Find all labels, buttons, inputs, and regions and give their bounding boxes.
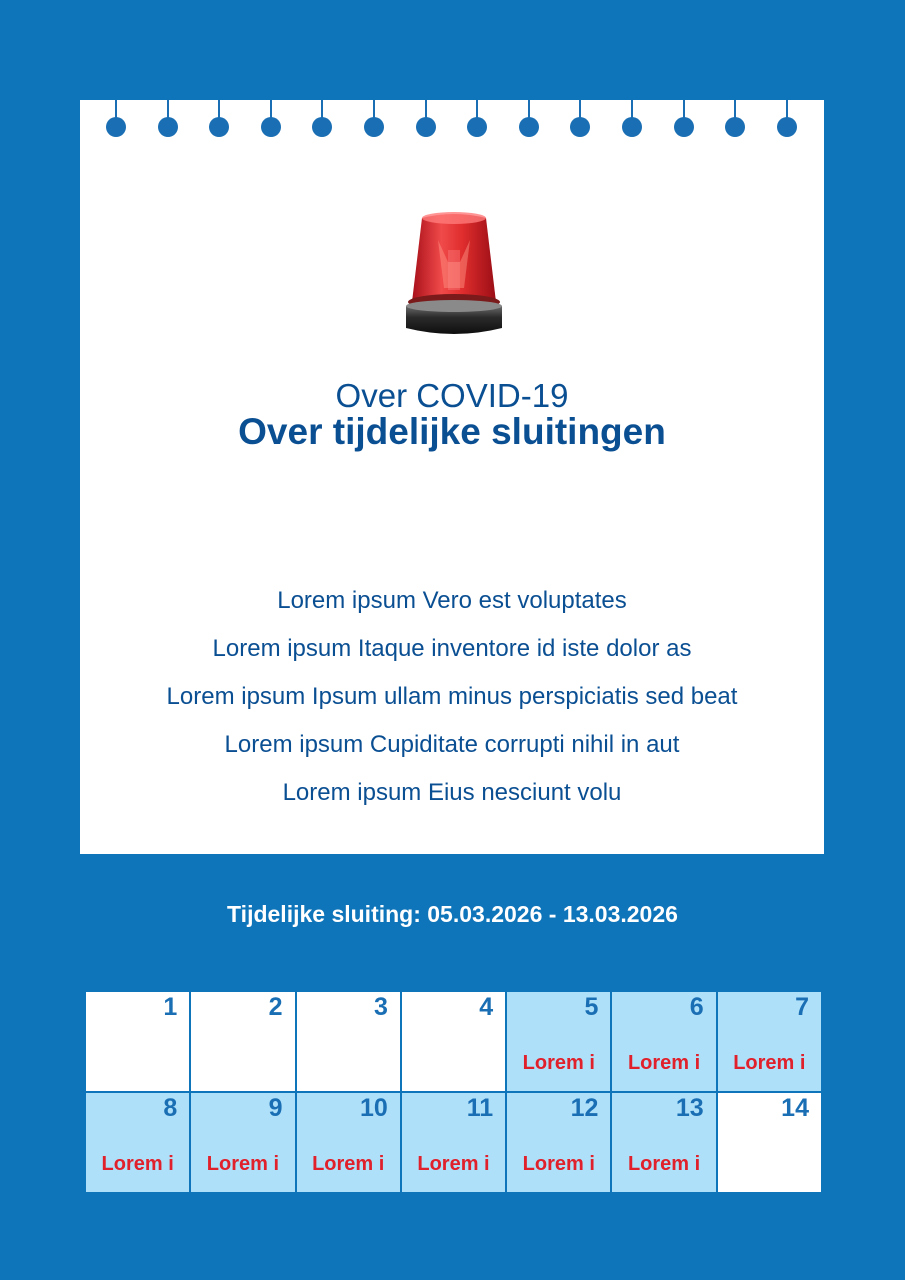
calendar-day xyxy=(612,1093,715,1192)
binder-ring xyxy=(725,100,745,138)
calendar-grid xyxy=(86,992,821,1192)
day-number: 14 xyxy=(781,1094,809,1122)
calendar-day xyxy=(86,1093,189,1192)
day-number: 7 xyxy=(795,993,809,1021)
info-line: Lorem ipsum Cupiditate corrupti nihil in aut xyxy=(224,731,680,758)
day-number: 3 xyxy=(373,993,388,1021)
calendar-day xyxy=(191,992,294,1091)
day-number: 13 xyxy=(675,1094,704,1122)
info-lines xyxy=(80,582,824,822)
day-label: Lorem i xyxy=(206,1153,280,1175)
binder-ring xyxy=(312,100,332,138)
binder-ring xyxy=(519,100,539,138)
day-number: 6 xyxy=(689,993,704,1021)
binder-ring xyxy=(261,100,281,138)
calendar-day xyxy=(507,992,610,1091)
binder-ring xyxy=(570,100,590,138)
day-number: 11 xyxy=(466,1094,494,1122)
closure-period-text: Tijdelijke sluiting: 05.03.2026 - 13.03.2026 xyxy=(227,901,678,927)
day-label: Lorem i xyxy=(101,1153,174,1175)
day-label: Lorem i xyxy=(627,1153,701,1175)
binder-ring xyxy=(106,100,126,138)
calendar-day xyxy=(612,992,715,1091)
calendar-day xyxy=(718,992,821,1091)
binder-ring xyxy=(364,100,384,138)
day-number: 10 xyxy=(360,1094,388,1122)
day-label: Lorem i xyxy=(417,1153,490,1175)
binder-ring xyxy=(158,100,178,138)
day-label: Lorem i xyxy=(733,1052,806,1074)
day-label: Lorem i xyxy=(627,1052,701,1074)
calendar-day xyxy=(507,1093,610,1192)
day-number: 9 xyxy=(268,1094,283,1122)
calendar-day xyxy=(191,1093,294,1192)
info-line: Lorem ipsum Itaque inventore id iste dolor as xyxy=(212,635,692,662)
day-label: Lorem i xyxy=(522,1153,595,1175)
calendar-day xyxy=(297,992,400,1091)
binder-ring xyxy=(674,100,694,138)
calendar-day xyxy=(86,992,189,1091)
page-subtitle: Over COVID-19 xyxy=(335,377,569,414)
day-number: 12 xyxy=(570,1094,599,1122)
day-number: 1 xyxy=(163,993,178,1021)
binder-ring xyxy=(622,100,642,138)
day-label: Lorem i xyxy=(522,1052,595,1074)
binder-ring xyxy=(209,100,229,138)
day-number: 5 xyxy=(584,993,599,1021)
calendar-day xyxy=(402,992,505,1091)
siren-light-icon xyxy=(404,210,504,340)
page-title: Over tijdelijke sluitingen xyxy=(238,411,666,452)
day-number: 8 xyxy=(163,1094,178,1122)
info-line: Lorem ipsum Ipsum ullam minus perspiciatis sed beat xyxy=(166,683,738,710)
calendar-day xyxy=(718,1093,821,1192)
calendar-day xyxy=(402,1093,505,1192)
notepad-card xyxy=(80,100,824,854)
info-line: Lorem ipsum Vero est voluptates xyxy=(277,587,627,614)
day-number: 2 xyxy=(268,993,283,1021)
binder-ring xyxy=(467,100,487,138)
binder-ring xyxy=(416,100,436,138)
day-label: Lorem i xyxy=(312,1153,385,1175)
day-number: 4 xyxy=(479,993,494,1021)
calendar-day xyxy=(297,1093,400,1192)
info-line: Lorem ipsum Eius nesciunt volu xyxy=(282,779,622,806)
binder-ring xyxy=(777,100,797,138)
